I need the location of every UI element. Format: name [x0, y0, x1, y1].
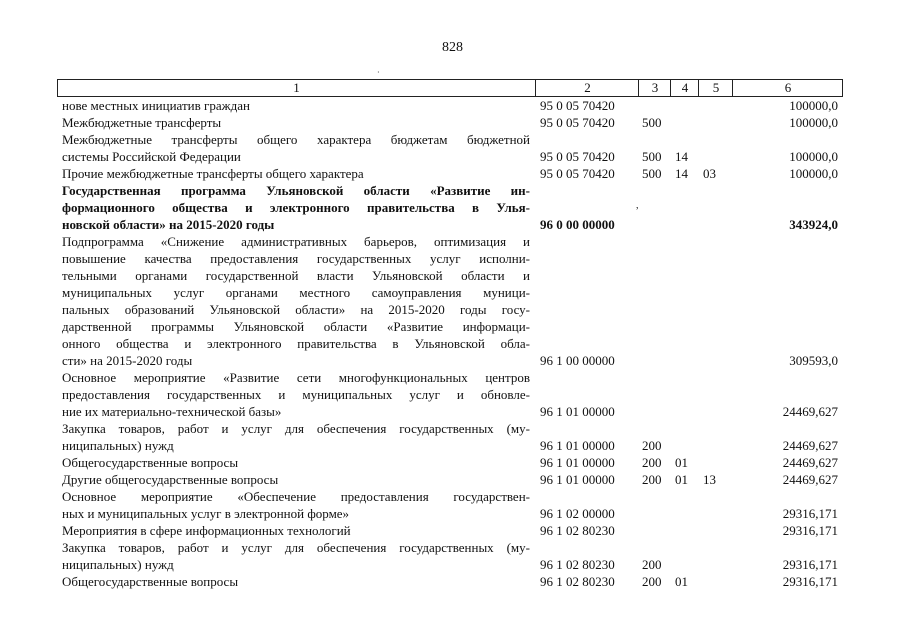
amount: 24469,627	[782, 404, 838, 419]
table-row	[62, 488, 842, 522]
target-article-code: 96 1 02 00000	[540, 506, 615, 521]
scan-mark: ,	[636, 200, 639, 211]
amount: 309593,0	[789, 353, 838, 368]
target-article-code: 96 0 00 00000	[540, 217, 615, 232]
amount: 29316,171	[782, 557, 838, 572]
table-row	[62, 573, 842, 590]
expense-type-code: 200	[642, 557, 662, 572]
expense-type-code: 200	[642, 438, 662, 453]
target-article-code: 96 1 01 00000	[540, 455, 615, 470]
expense-type-code: 500	[642, 166, 662, 181]
description-line: Подпрограмма «Снижение административных барьеров, оптимизация и	[62, 234, 530, 249]
description-line: пальных образований Ульяновской области» на 2015-2020 годы госу-	[62, 302, 530, 317]
description-line: ниципальных) нужд	[62, 557, 174, 572]
target-article-code: 95 0 05 70420	[540, 166, 615, 181]
header-col-1: 1	[293, 80, 300, 95]
amount: 24469,627	[782, 438, 838, 453]
target-article-code: 96 1 01 00000	[540, 472, 615, 487]
row-description	[62, 131, 530, 165]
description-line: предоставления государственных и муниципальных услуг и обновле-	[62, 387, 530, 402]
row-description	[62, 369, 530, 420]
expense-type-code: 500	[642, 115, 662, 130]
section-code: 01	[675, 455, 688, 470]
row-description	[62, 539, 530, 573]
amount: 24469,627	[782, 472, 838, 487]
table-row	[62, 369, 842, 420]
expense-type-code: 500	[642, 149, 662, 164]
header-col-5: 5	[698, 80, 733, 96]
table-row	[62, 420, 842, 454]
description-line: Основное мероприятие «Развитие сети многофункциональных центров	[62, 370, 530, 385]
expense-type-code: 200	[642, 472, 662, 487]
description-line: ных и муниципальных услуг в электронной форме»	[62, 506, 350, 521]
subsection-code: 13	[703, 472, 716, 487]
description-line: Мероприятия в сфере информационных технологий	[62, 523, 351, 538]
description-line: формационного общества и электронного правительства в Улья-	[62, 200, 530, 215]
table-row	[62, 522, 842, 539]
table-row	[62, 471, 842, 488]
description-line: дарственной программы Ульяновской области «Развитие информаци-	[62, 319, 530, 334]
amount: 24469,627	[782, 455, 838, 470]
description-line: Общегосударственные вопросы	[62, 455, 239, 470]
description-line: Государственная программа Ульяновской области «Развитие ин-	[62, 183, 530, 198]
table-row	[62, 182, 842, 233]
target-article-code: 96 1 02 80230	[540, 523, 615, 538]
amount: 100000,0	[789, 98, 838, 113]
target-article-code: 95 0 05 70420	[540, 149, 615, 164]
table-row	[62, 233, 842, 369]
description-line: Другие общегосударственные вопросы	[62, 472, 279, 487]
target-article-code: 95 0 05 70420	[540, 115, 615, 130]
description-line: ниципальных) нужд	[62, 438, 174, 453]
description-line: Межбюджетные трансферты общего характера бюджетам бюджетной	[62, 132, 530, 147]
target-article-code: 96 1 02 80230	[540, 574, 615, 589]
table-header	[57, 79, 843, 97]
table-row	[62, 165, 842, 182]
description-line: Межбюджетные трансферты	[62, 115, 222, 130]
amount: 100000,0	[789, 115, 838, 130]
section-code: 14	[675, 166, 688, 181]
description-line: онного общества и электронного правительства в Ульяновской обла-	[62, 336, 530, 351]
table-row	[62, 131, 842, 165]
section-code: 14	[675, 149, 688, 164]
expense-type-code: 200	[642, 455, 662, 470]
description-line: тельными органами государственной власти Ульяновской области и	[62, 268, 530, 283]
row-description	[62, 165, 530, 182]
description-line: повышение качества предоставления государственных услуг исполни-	[62, 251, 530, 266]
target-article-code: 96 1 00 00000	[540, 353, 615, 368]
row-description	[62, 114, 530, 131]
description-line: сти» на 2015-2020 годы	[62, 353, 193, 368]
description-line: нове местных инициатив граждан	[62, 98, 250, 113]
description-line: муниципальных услуг органами местного самоуправления муници-	[62, 285, 530, 300]
amount: 29316,171	[782, 574, 838, 589]
header-col-6: 6	[732, 80, 843, 96]
description-line: ние их материально-технической базы»	[62, 404, 282, 419]
section-code: 01	[675, 472, 688, 487]
amount: 343924,0	[789, 217, 838, 232]
table-row	[62, 454, 842, 471]
target-article-code: 96 1 01 00000	[540, 404, 615, 419]
description-line: системы Российской Федерации	[62, 149, 241, 164]
amount: 100000,0	[789, 166, 838, 181]
subsection-code: 03	[703, 166, 716, 181]
expense-type-code: 200	[642, 574, 662, 589]
table-row	[62, 539, 842, 573]
description-line: новской области» на 2015-2020 годы	[62, 217, 275, 232]
description-line: Основное мероприятие «Обеспечение предоставления государствен-	[62, 489, 530, 504]
table-row	[62, 97, 842, 114]
amount: 100000,0	[789, 149, 838, 164]
header-col-2: 2	[535, 80, 639, 96]
row-description	[62, 420, 530, 454]
section-code: 01	[675, 574, 688, 589]
page-number: 828	[442, 40, 463, 55]
row-description	[62, 471, 530, 488]
row-description	[62, 233, 530, 369]
row-description	[62, 488, 530, 522]
description-line: Общегосударственные вопросы	[62, 574, 239, 589]
row-description	[62, 97, 530, 114]
description-line: Закупка товаров, работ и услуг для обеспечения государственных (му-	[62, 540, 530, 555]
amount: 29316,171	[782, 523, 838, 538]
scan-speck: ·	[377, 68, 380, 77]
description-line: Закупка товаров, работ и услуг для обеспечения государственных (му-	[62, 421, 530, 436]
header-col-4: 4	[670, 80, 699, 96]
row-description	[62, 573, 530, 590]
row-description	[62, 454, 530, 471]
target-article-code: 96 1 01 00000	[540, 438, 615, 453]
row-description	[62, 522, 530, 539]
description-line: Прочие межбюджетные трансферты общего характера	[62, 166, 364, 181]
header-col-3: 3	[638, 80, 671, 96]
row-description	[62, 182, 530, 233]
target-article-code: 96 1 02 80230	[540, 557, 615, 572]
target-article-code: 95 0 05 70420	[540, 98, 615, 113]
table-row	[62, 114, 842, 131]
amount: 29316,171	[782, 506, 838, 521]
